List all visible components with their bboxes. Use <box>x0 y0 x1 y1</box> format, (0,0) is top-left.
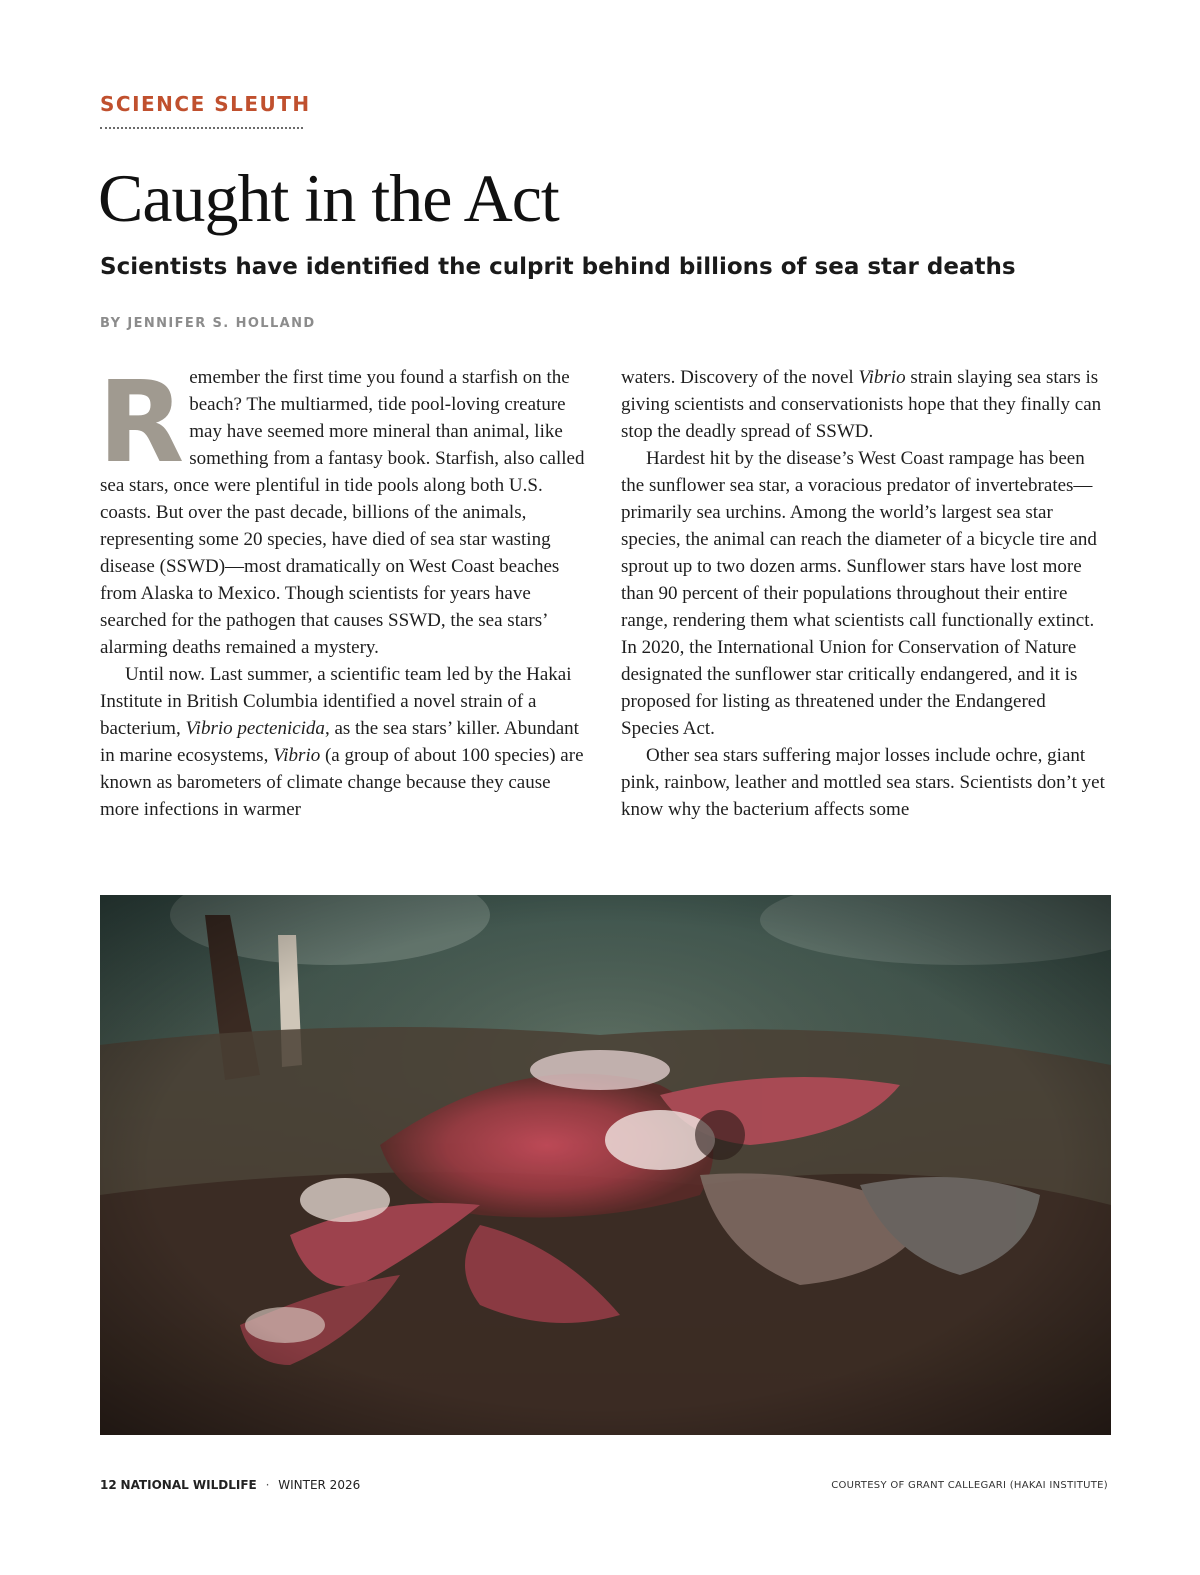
body-paragraph <box>621 364 1107 445</box>
body-text-run: Other sea stars suffering major losses include ochre, giant pink, rainbow, leather and mottled sea stars. Scientists don’t yet know why the bacterium affects some <box>621 745 1105 820</box>
section-kicker: SCIENCE SLEUTH <box>100 92 311 116</box>
article-headline: Caught in the Act <box>98 160 559 236</box>
italic-species-name: Vibrio pectenicida <box>185 718 325 739</box>
italic-species-name: Vibrio <box>273 745 321 766</box>
photo-credit: COURTESY OF GRANT CALLEGARI (HAKAI INSTITUTE) <box>831 1480 1108 1491</box>
italic-species-name: Vibrio <box>858 367 906 388</box>
body-column-right <box>621 364 1107 823</box>
issue-date: WINTER 2026 <box>278 1478 361 1492</box>
article-photo <box>100 895 1111 1435</box>
page-folio <box>100 1478 360 1492</box>
body-text-run: Until now. Last summer, a scientific team led by the Hakai Institute in British Columbia identified a novel strain of a bacterium, <box>100 664 572 739</box>
folio-separator: · <box>265 1478 270 1492</box>
body-text-run: , as the sea stars’ killer. Abundant in marine ecosystems, <box>100 718 579 766</box>
kicker-dotted-rule <box>100 127 303 129</box>
body-text-run: strain slaying sea stars is giving scientists and conservationists hope that they finally can stop the deadly spread of SSWD. <box>621 367 1102 442</box>
page-number: 12 <box>100 1478 117 1492</box>
body-paragraph <box>621 742 1107 823</box>
article-dek: Scientists have identified the culprit behind billions of sea star deaths <box>100 254 1016 280</box>
body-paragraph <box>100 661 586 823</box>
body-paragraph <box>98 358 586 661</box>
article-byline: BY JENNIFER S. HOLLAND <box>100 316 316 331</box>
body-text-run: (a group of about 100 species) are known as barometers of climate change because they cause more infections in warmer <box>100 745 584 820</box>
magazine-name: NATIONAL WILDLIFE <box>120 1478 257 1492</box>
body-text-run: emember the first time you found a starfish on the beach? The multiarmed, tide pool-loving creature may have seemed more mineral than animal, like something from a fantasy book. Starfish, also called sea stars, once were plentiful in tide pools along both U.S. coasts. But over the past decade, billions of the animals, representing some 20 species, have died of sea star wasting disease (SSWD)—most dramatically on West Coast beaches from Alaska to Mexico. Though scientists for years have searched for the pathogen that causes SSWD, the sea stars’ alarming deaths remained a mystery. <box>100 367 585 658</box>
drop-cap: R <box>98 358 185 488</box>
body-text-run: Hardest hit by the disease’s West Coast rampage has been the sunflower sea star, a voracious predator of invertebrates—primarily sea urchins. Among the world’s largest sea star species, the animal can reach the diameter of a bicycle tire and sprout up to two dozen arms. Sunflower stars have lost more than 90 percent of their populations throughout their entire range, rendering them what scientists call functionally extinct. In 2020, the International Union for Conservation of Nature designated the sunflower star critically endangered, and it is proposed for listing as threatened under the Endangered Species Act. <box>621 448 1097 739</box>
body-text-run: waters. Discovery of the novel <box>621 367 859 388</box>
sea-star-underwater-image <box>100 895 1111 1435</box>
body-paragraph <box>621 445 1107 742</box>
body-column-left <box>98 358 586 823</box>
